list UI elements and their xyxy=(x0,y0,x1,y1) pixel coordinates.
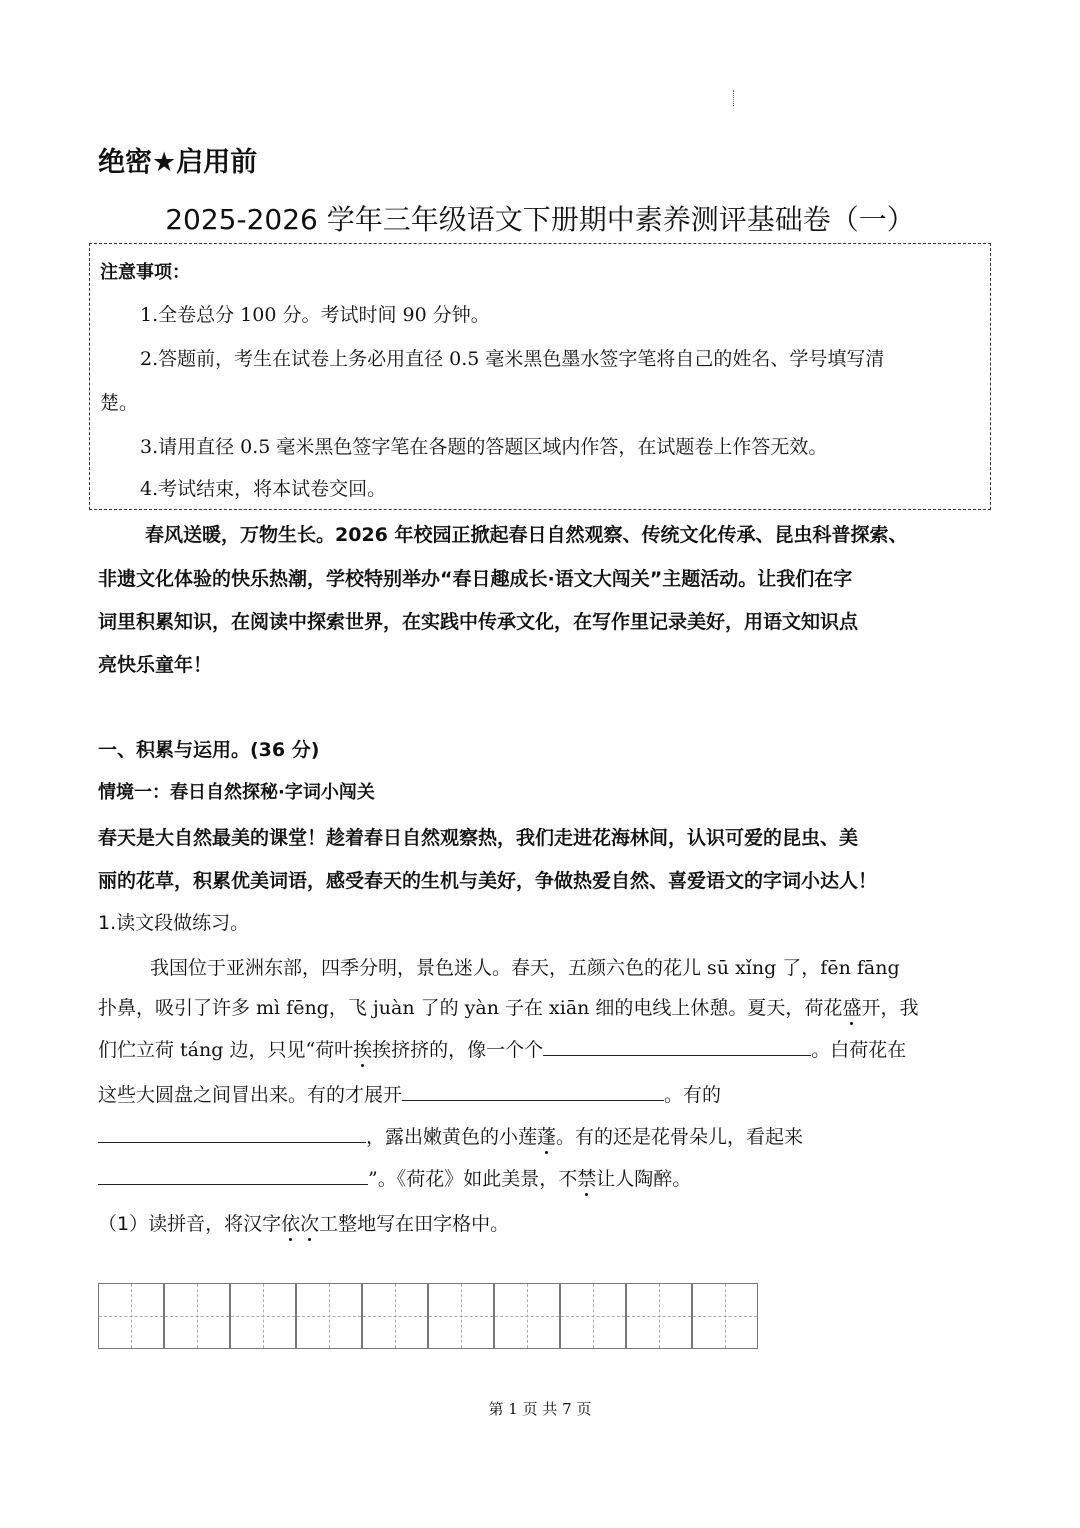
tianzige-grid xyxy=(98,1283,764,1349)
dotted-char: 蓬 xyxy=(537,1126,557,1148)
page-footer: 第 1 页 共 7 页 xyxy=(488,1400,592,1418)
passage-line-4-a: 这些大圆盘之间冒出来。有的才展开 xyxy=(98,1084,403,1106)
exam-title: 2025-2026 学年三年级语文下册期中素养测评基础卷（一） xyxy=(165,203,915,236)
notice-item-4: 4.考试结束，将本试卷交回。 xyxy=(140,478,387,500)
notice-item-3: 3.请用直径 0.5 毫米黑色签字笔在各题的答题区域内作答，在试题卷上作答无效。 xyxy=(140,436,828,458)
scenario-line-2: 丽的花草，积累优美词语，感受春天的生机与美好，争做热爱自然、喜爱语文的字词小达人！ xyxy=(98,870,878,892)
answer-blank-4[interactable] xyxy=(98,1166,368,1185)
grid-cell[interactable] xyxy=(560,1283,626,1349)
intro-line-3: 词里积累知识，在阅读中探索世界，在实践中传承文化，在写作里记录美好，用语文知识点 xyxy=(98,611,859,633)
margin-tick xyxy=(733,90,734,106)
confidential-label: 绝密★启用前 xyxy=(98,147,258,178)
scenario-title: 情境一：春日自然探秘·字词小闯关 xyxy=(98,782,375,803)
answer-blank-1[interactable] xyxy=(543,1037,811,1056)
section-heading: 一、积累与运用。(36 分) xyxy=(98,739,320,761)
sub-question-1-a: （1）读拼音，将汉字 xyxy=(98,1213,282,1235)
passage-line-5 xyxy=(98,1122,803,1149)
grid-cell[interactable] xyxy=(362,1283,428,1349)
grid-cell[interactable] xyxy=(98,1283,164,1349)
passage-line-4-b: 。有的 xyxy=(664,1084,722,1106)
grid-cell[interactable] xyxy=(230,1283,296,1349)
passage-line-5-b: 。有的还是花骨朵儿，看起来 xyxy=(556,1126,804,1148)
grid-cell[interactable] xyxy=(692,1283,758,1349)
passage-line-6-a: ”。《荷花》如此美景，不 xyxy=(368,1168,578,1190)
passage-line-2-text: 扑鼻，吸引了许多 mì fēng，飞 juàn 了的 yàn 子在 xiān 细的电线上休憩。夏天，荷花 xyxy=(98,997,843,1019)
dotted-char: 依 xyxy=(281,1213,301,1235)
passage-line-4 xyxy=(98,1080,721,1107)
passage-line-3-b: 挨挤挤的，像一个个 xyxy=(372,1039,544,1061)
intro-line-1: 春风送暖，万物生长。2026 年校园正掀起春日自然观察、传统文化传承、昆虫科普探索、 xyxy=(145,524,908,546)
answer-blank-2[interactable] xyxy=(402,1082,664,1101)
passage-line-5-a: ，露出嫩黄色的小莲 xyxy=(366,1126,538,1148)
dotted-char: 挨 xyxy=(353,1039,373,1061)
passage-line-6-b: 让人陶醉。 xyxy=(596,1168,692,1190)
notice-item-2: 2.答题前，考生在试卷上务必用直径 0.5 毫米黑色墨水签字笔将自己的姓名、学号填写清 xyxy=(140,348,885,370)
passage-line-2 xyxy=(98,993,918,1020)
grid-cell[interactable] xyxy=(296,1283,362,1349)
notice-box xyxy=(89,243,991,510)
passage-line-3 xyxy=(98,1035,906,1062)
notice-heading: 注意事项： xyxy=(100,262,190,283)
notice-item-2-cont: 楚。 xyxy=(100,392,139,414)
question-1: 1.读文段做练习。 xyxy=(98,912,250,934)
dotted-char: 次 xyxy=(300,1213,320,1235)
passage-line-3-a: 们伫立荷 táng 边，只见“荷叶 xyxy=(98,1039,354,1061)
sub-question-1-b: 工整地写在田字格中。 xyxy=(319,1213,510,1235)
passage-line-2-end: 开，我 xyxy=(861,997,919,1019)
scenario-line-1: 春天是大自然最美的课堂！趁着春日自然观察热，我们走进花海林间，认识可爱的昆虫、美 xyxy=(98,827,859,849)
grid-cell[interactable] xyxy=(428,1283,494,1349)
passage-line-3-c: 。白荷花在 xyxy=(811,1039,907,1061)
intro-line-4: 亮快乐童年！ xyxy=(98,654,213,676)
dotted-char: 盛 xyxy=(842,997,862,1019)
grid-cell[interactable] xyxy=(626,1283,692,1349)
intro-line-2: 非遗文化体验的快乐热潮，学校特别举办“春日趣成长·语文大闯关”主题活动。让我们在字 xyxy=(98,568,853,590)
answer-blank-3[interactable] xyxy=(98,1124,366,1143)
sub-question-1 xyxy=(98,1209,509,1236)
grid-cell[interactable] xyxy=(164,1283,230,1349)
grid-cell[interactable] xyxy=(494,1283,560,1349)
passage-line-1: 我国位于亚洲东部，四季分明，景色迷人。春天，五颜六色的花儿 sū xǐng 了，fēn fāng xyxy=(150,957,900,979)
dotted-char: 禁 xyxy=(577,1168,597,1190)
notice-item-1: 1.全卷总分 100 分。考试时间 90 分钟。 xyxy=(140,304,490,326)
passage-line-6 xyxy=(98,1164,691,1191)
